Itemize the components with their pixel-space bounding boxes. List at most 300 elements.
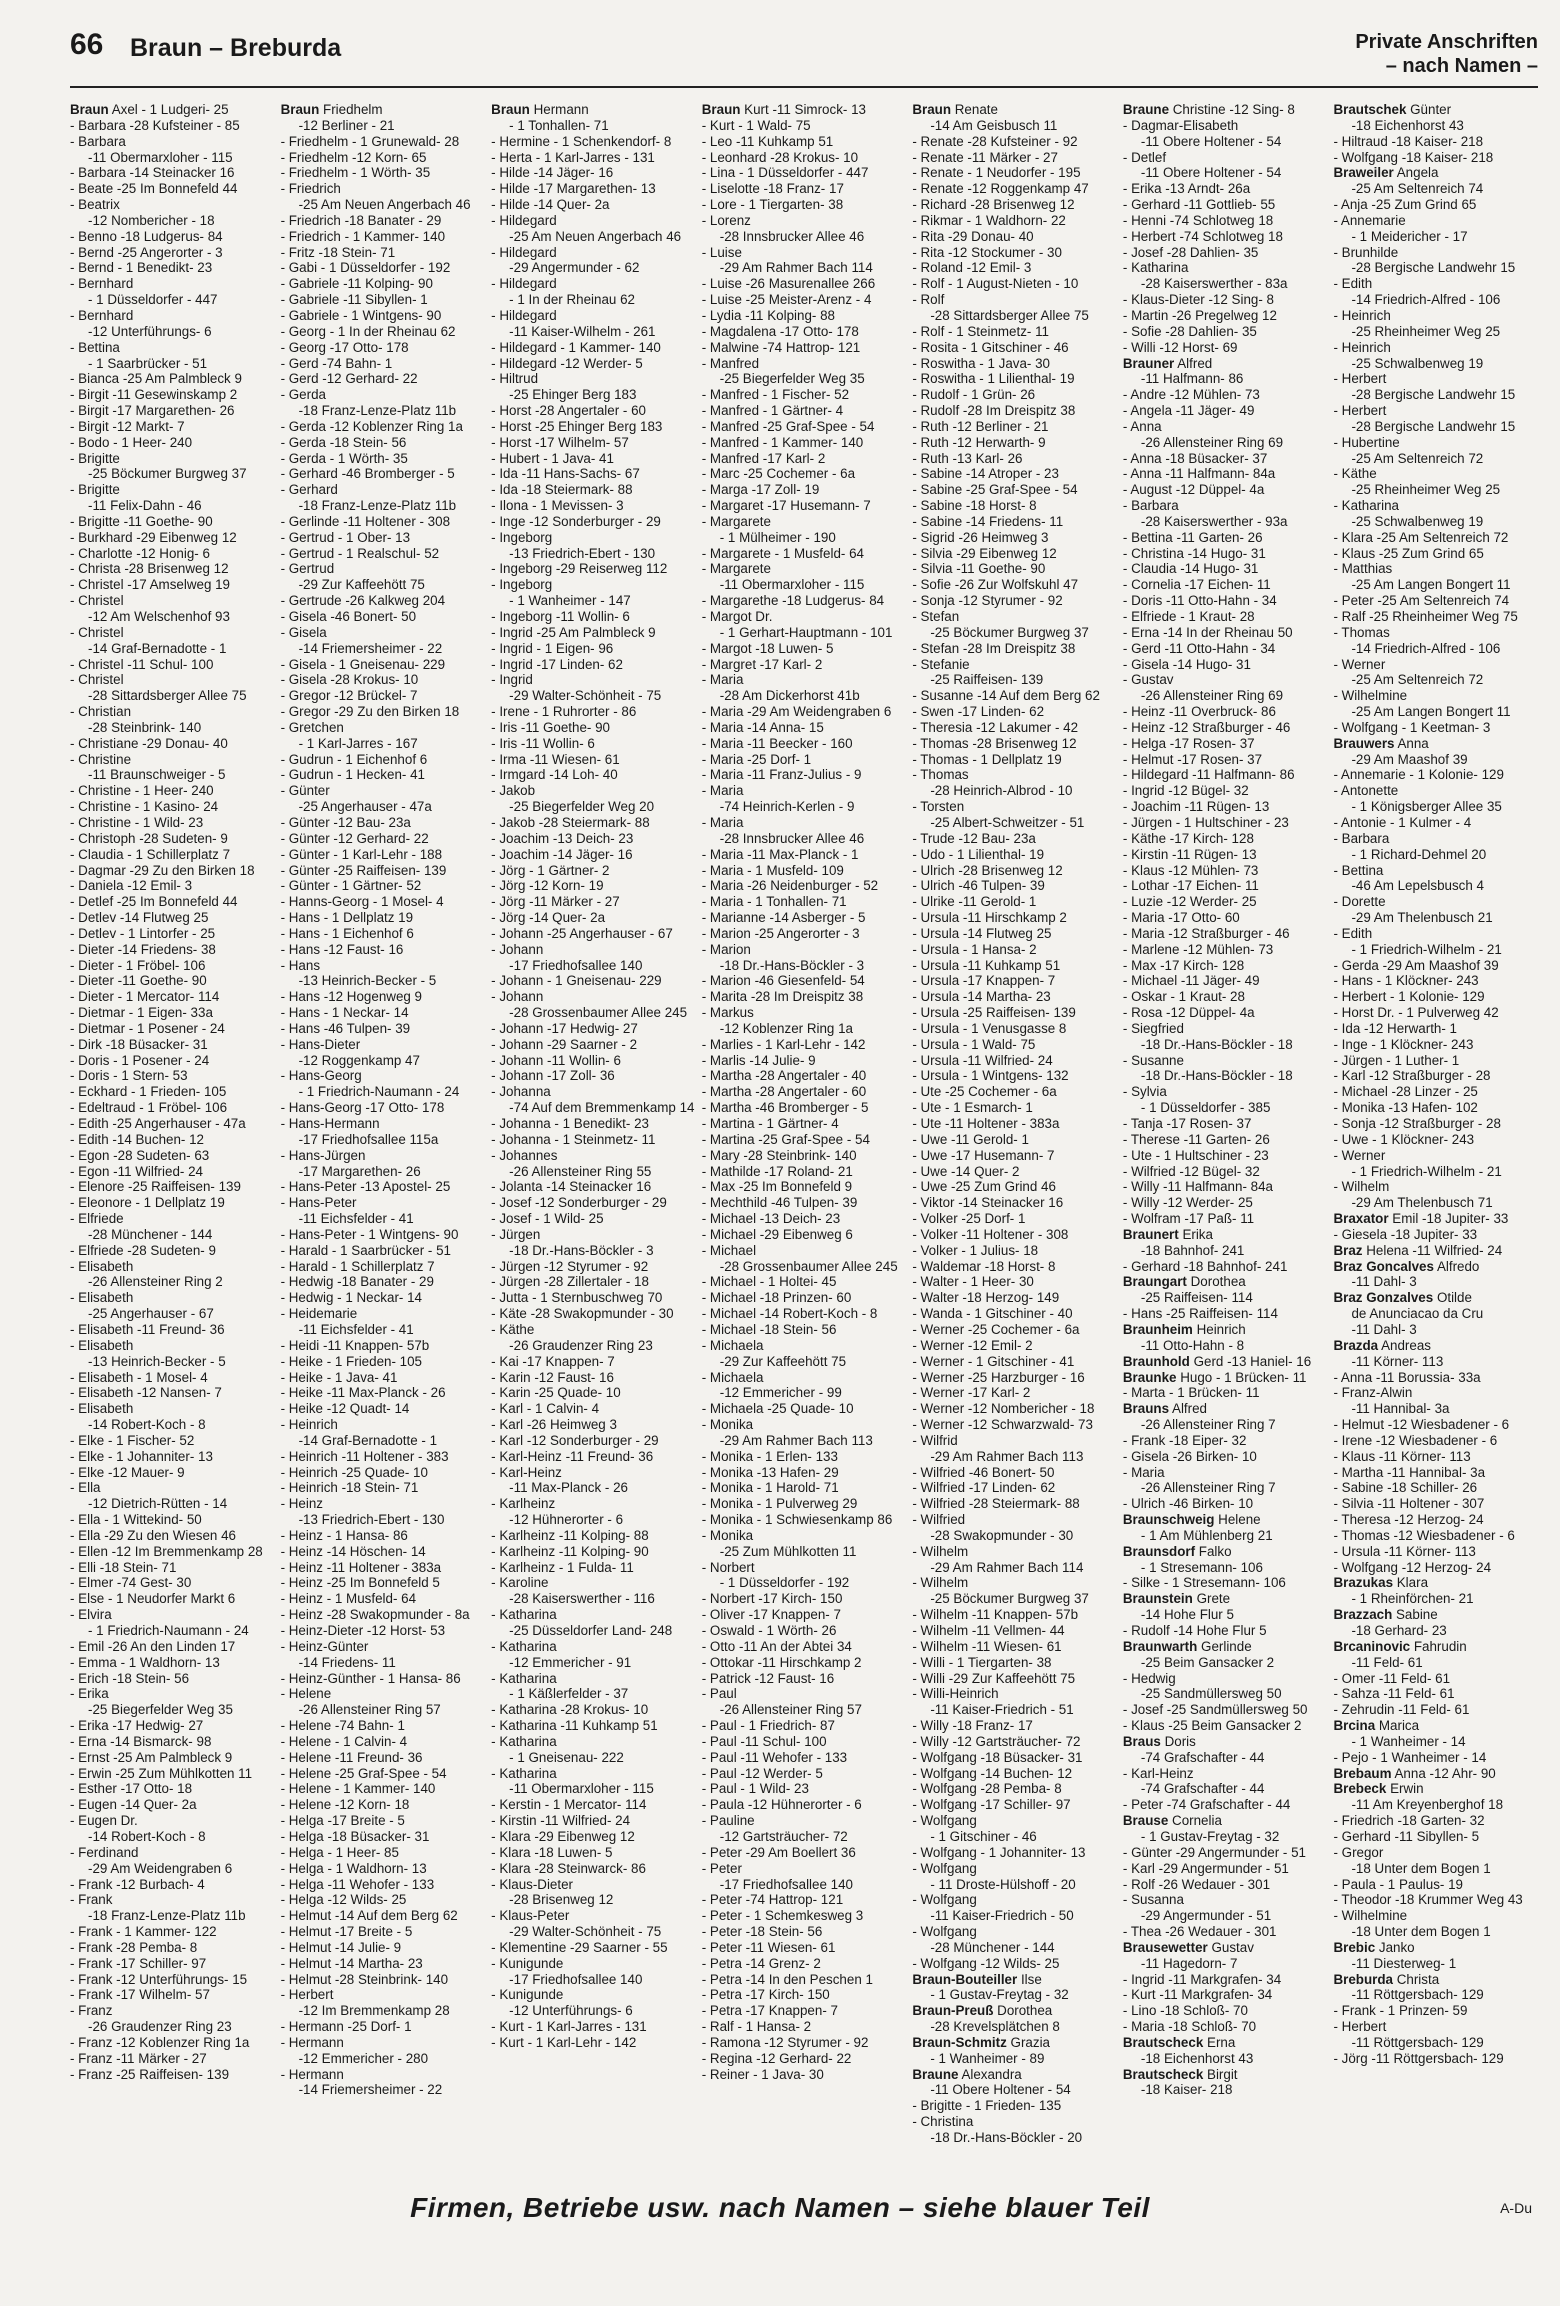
- directory-entry: [912, 292, 1117, 308]
- directory-entry: [912, 1575, 1117, 1591]
- entry-text: - Rosa -12 Düppel- 4a: [1122, 1005, 1255, 1021]
- directory-entry: [702, 482, 907, 498]
- directory-entry: [702, 1781, 907, 1797]
- entry-text: - 1 Richard-Dehmel 20: [1351, 846, 1487, 862]
- directory-entry: [1333, 1575, 1538, 1591]
- directory-entry: [912, 2051, 1117, 2067]
- directory-entry: [702, 1084, 907, 1100]
- directory-entry: [281, 989, 486, 1005]
- directory-entry: [1123, 1306, 1328, 1322]
- entry-text: - Magdalena -17 Otto- 178: [701, 323, 859, 339]
- entry-text: - Bodo - 1 Heer- 240: [70, 434, 193, 450]
- entry-text: - Silvia -11 Goethe- 90: [912, 561, 1046, 577]
- directory-entry: [70, 973, 275, 989]
- directory-entry: [491, 894, 696, 910]
- directory-entry: [912, 482, 1117, 498]
- directory-entry: [1123, 435, 1328, 451]
- entry-text: - Wolfgang -12 Herzog- 24: [1333, 1559, 1492, 1575]
- directory-entry: [702, 197, 907, 213]
- entry-text: -29 Am Thelenbusch 71: [1351, 1195, 1493, 1211]
- directory-entry: [912, 1385, 1117, 1401]
- entry-text: - Gisela: [280, 624, 327, 640]
- entry-text: - Ralf -25 Rheinheimer Weg 75: [1333, 609, 1518, 624]
- entry-text: - Gudrun - 1 Eichenhof 6: [280, 751, 428, 767]
- directory-entry: [912, 245, 1117, 261]
- entry-text: - Christine: [70, 751, 132, 767]
- entry-text: -12 Berliner - 21: [298, 117, 395, 133]
- entry-text: - Frank -17 Schiller- 97: [70, 1955, 207, 1971]
- directory-entry: [1333, 625, 1538, 641]
- directory-entry: [1123, 1179, 1328, 1195]
- entry-text: - Günter: [280, 783, 330, 799]
- directory-entry: [281, 1655, 486, 1671]
- directory-entry: [702, 1417, 907, 1433]
- entry-text: - Elisabeth: [70, 1258, 134, 1274]
- directory-entry: [281, 1100, 486, 1116]
- surname: Brebic: [1333, 1939, 1376, 1955]
- entry-text: - 1 Düsseldorfer - 447: [88, 292, 218, 308]
- directory-entry: [1333, 2051, 1538, 2067]
- directory-entry: [702, 1750, 907, 1766]
- entry-text: - 1 Meidericher - 17: [1351, 228, 1468, 244]
- directory-entry: [1333, 530, 1538, 546]
- entry-text: - Hildegard - 1 Kammer- 140: [491, 339, 661, 355]
- directory-entry: [70, 514, 275, 530]
- directory-entry: [1333, 498, 1538, 514]
- entry-text: - Gerda -12 Koblenzer Ring 1a: [280, 418, 463, 434]
- entry-text: - Hildegard: [491, 307, 557, 323]
- entry-text: - Anna -11 Borussia- 33a: [1333, 1369, 1481, 1385]
- entry-text: - Ferdinand: [70, 1844, 139, 1860]
- directory-entry: [1123, 863, 1328, 879]
- entry-text: - Heinz -12 Straßburger - 46: [1122, 719, 1291, 735]
- directory-entry: [912, 1354, 1117, 1370]
- directory-entry: [912, 2114, 1117, 2130]
- directory-entry: [702, 1259, 907, 1275]
- entry-text: - Margarethe -18 Ludgerus- 84: [701, 593, 885, 609]
- entry-text: - Maria -14 Anna- 15: [701, 719, 824, 735]
- directory-entry: [1333, 1972, 1538, 1988]
- entry-text: - Barbara -28 Kufsteiner - 85: [70, 117, 240, 133]
- entry-text: - Karlheinz - 1 Fulda- 11: [491, 1559, 634, 1575]
- entry-text: - Theresia -12 Lakumer - 42: [912, 719, 1079, 735]
- entry-text: - Hans: [280, 957, 321, 973]
- directory-entry: [70, 1116, 275, 1132]
- directory-entry: [70, 1132, 275, 1148]
- directory-entry: [702, 720, 907, 736]
- directory-entry: [281, 102, 486, 118]
- directory-entry: [70, 1845, 275, 1861]
- entry-text: - Karlheinz -11 Kolping- 88: [491, 1527, 649, 1543]
- directory-entry: [912, 2019, 1117, 2035]
- entry-text: - Wilhelm -11 Vellmen- 44: [912, 1623, 1065, 1638]
- entry-text: - Sonja -12 Styrumer - 92: [912, 593, 1063, 609]
- entry-text: - Monika: [701, 1527, 754, 1543]
- directory-entry: [1333, 1544, 1538, 1560]
- directory-entry: [491, 1322, 696, 1338]
- entry-text: - Angela -11 Jäger- 49: [1122, 403, 1255, 419]
- directory-entry: [281, 704, 486, 720]
- directory-entry: [912, 625, 1117, 641]
- directory-entry: [281, 973, 486, 989]
- directory-entry: [281, 767, 486, 783]
- entry-text: - Friedrich - 1 Kammer- 140: [280, 228, 446, 244]
- entry-text: - Jürgen - 1 Hultschiner - 23: [1122, 814, 1289, 830]
- entry-text: Erwin: [1390, 1781, 1424, 1797]
- directory-entry: [912, 2003, 1117, 2019]
- directory-entry: [1333, 799, 1538, 815]
- entry-text: - 1 Stresemann- 106: [1140, 1559, 1263, 1575]
- directory-entry: [281, 894, 486, 910]
- directory-entry: [281, 292, 486, 308]
- entry-text: - Beatrix: [70, 197, 120, 213]
- entry-text: - Paul - 1 Friedrich- 87: [701, 1718, 835, 1734]
- entry-text: - Johann - 1 Gneisenau- 229: [491, 973, 662, 989]
- directory-entry: [491, 1623, 696, 1639]
- directory-entry: [491, 1274, 696, 1290]
- directory-entry: [491, 1385, 696, 1401]
- entry-text: Birgit: [1207, 2066, 1238, 2082]
- directory-entry: [912, 657, 1117, 673]
- entry-text: - Katharina: [491, 1733, 557, 1749]
- directory-entry: [912, 371, 1117, 387]
- directory-entry: [491, 783, 696, 799]
- directory-entry: [491, 1924, 696, 1940]
- entry-text: - Helene: [280, 1686, 332, 1702]
- directory-entry: [70, 1813, 275, 1829]
- directory-entry: [1333, 847, 1538, 863]
- directory-entry: [281, 577, 486, 593]
- entry-text: - Jörg - 1 Gärtner- 2: [491, 862, 610, 878]
- entry-text: - Günter -29 Angermunder - 51: [1122, 1844, 1306, 1860]
- directory-entry: [1123, 704, 1328, 720]
- directory-entry: [1333, 1306, 1538, 1322]
- entry-text: - Torsten: [912, 799, 965, 815]
- directory-entry: [281, 1179, 486, 1195]
- entry-text: - Gerhard -11 Sibyllen- 5: [1333, 1828, 1480, 1844]
- entry-text: - Gustav: [1122, 672, 1174, 688]
- directory-entry: [1123, 150, 1328, 166]
- directory-entry: [281, 1322, 486, 1338]
- entry-text: -18 Kaiser- 218: [1140, 2082, 1233, 2098]
- entry-text: - Mathilde -17 Roland- 21: [701, 1163, 853, 1179]
- entry-text: - Jürgen -12 Styrumer - 92: [491, 1258, 649, 1274]
- entry-text: - Kirstin -11 Wilfried- 24: [491, 1813, 631, 1829]
- directory-entry: [1333, 1338, 1538, 1354]
- directory-entry: [491, 926, 696, 942]
- directory-entry: [281, 1734, 486, 1750]
- entry-text: - Erika -13 Arndt- 26a: [1122, 181, 1251, 197]
- directory-entry: [491, 435, 696, 451]
- directory-entry: [702, 1401, 907, 1417]
- directory-entry: [70, 1686, 275, 1702]
- directory-entry: [702, 546, 907, 562]
- entry-text: Klara: [1396, 1575, 1429, 1591]
- entry-text: - Barbara: [1333, 830, 1390, 846]
- entry-text: -25 Biegerfelder Weg 35: [719, 371, 865, 387]
- directory-entry: [491, 1781, 696, 1797]
- entry-text: - Fritz -18 Stein- 71: [280, 244, 396, 260]
- directory-entry: [491, 451, 696, 467]
- entry-text: - 1 Friedrich-Naumann - 24: [88, 1623, 249, 1638]
- directory-entry: [1333, 324, 1538, 340]
- directory-entry: [912, 593, 1117, 609]
- entry-text: - Brigitte: [70, 450, 120, 466]
- directory-entry: [491, 530, 696, 546]
- directory-entry: [1123, 1037, 1328, 1053]
- entry-text: - Katharina: [1122, 260, 1189, 276]
- directory-entry: [1123, 1243, 1328, 1259]
- entry-text: - Matthias: [1333, 561, 1393, 577]
- directory-entry: [491, 1702, 696, 1718]
- entry-text: - Maria: [701, 672, 744, 688]
- directory-entry: [70, 371, 275, 387]
- entry-text: -12 Hühnerorter - 6: [509, 1512, 624, 1528]
- entry-text: - Klara -29 Eibenweg 12: [491, 1828, 635, 1844]
- directory-entry: [1333, 1877, 1538, 1893]
- directory-entry: [281, 863, 486, 879]
- directory-entry: [1333, 1718, 1538, 1734]
- directory-entry: [1123, 1877, 1328, 1893]
- entry-text: - Gerd -11 Otto-Hahn - 34: [1122, 640, 1276, 656]
- directory-entry: [281, 1797, 486, 1813]
- directory-entry: [1123, 530, 1328, 546]
- directory-entry: [1333, 213, 1538, 229]
- entry-text: - Kurt -11 Markgrafen- 34: [1122, 1987, 1273, 2003]
- directory-entry: [912, 1116, 1117, 1132]
- entry-text: -13 Friedrich-Ebert - 130: [509, 545, 656, 561]
- directory-entry: [491, 1607, 696, 1623]
- entry-text: - Elli -18 Stein- 71: [70, 1559, 177, 1575]
- directory-entry: [912, 799, 1117, 815]
- entry-text: - Katharina -28 Krokus- 10: [491, 1702, 649, 1718]
- entry-text: - Günter -25 Raiffeisen- 139: [280, 862, 447, 878]
- entry-text: - Werner -12 Emil- 2: [912, 1337, 1033, 1353]
- entry-text: - Rolf: [912, 292, 945, 308]
- directory-entry: [70, 530, 275, 546]
- directory-entry: [912, 1781, 1117, 1797]
- entry-text: - Marc -25 Cochemer - 6a: [701, 466, 856, 482]
- entry-text: -28 Krevelsplätchen 8: [930, 2019, 1060, 2035]
- entry-text: - Waldemar -18 Horst- 8: [912, 1258, 1056, 1274]
- entry-text: - Elvira: [70, 1607, 112, 1623]
- entry-text: Alfred: [1177, 355, 1213, 371]
- directory-entry: [912, 213, 1117, 229]
- directory-entry: [491, 1877, 696, 1893]
- directory-entry: [70, 1544, 275, 1560]
- directory-entry: [702, 1195, 907, 1211]
- directory-entry: [281, 482, 486, 498]
- entry-text: - Wolfgang: [912, 1813, 977, 1829]
- directory-entry: [1333, 1053, 1538, 1069]
- entry-text: - 1 Wanheimer - 89: [930, 2050, 1045, 2066]
- entry-text: - Klaus -11 Körner- 113: [1333, 1448, 1471, 1464]
- entry-text: -18 Franz-Lenze-Platz 11b: [88, 1908, 246, 1924]
- directory-entry: [281, 1528, 486, 1544]
- directory-entry: [912, 1972, 1117, 1988]
- directory-entry: [1123, 1734, 1328, 1750]
- entry-text: -11 Am Kreyenberghof 18: [1351, 1797, 1504, 1813]
- entry-text: - Maria -18 Schloß- 70: [1122, 2019, 1257, 2035]
- entry-text: -29 Am Rahmer Bach 114: [719, 260, 873, 276]
- directory-entry: [70, 1512, 275, 1528]
- directory-entry: [1123, 688, 1328, 704]
- directory-entry: [702, 356, 907, 372]
- entry-text: - Hans -25 Raiffeisen- 114: [1122, 1306, 1278, 1322]
- entry-text: - Luise: [701, 244, 742, 260]
- entry-text: - 1 Am Mühlenberg 21: [1140, 1527, 1273, 1543]
- directory-entry: [1333, 308, 1538, 324]
- directory-entry: [1123, 1449, 1328, 1465]
- directory-entry: [281, 514, 486, 530]
- directory-entry: [491, 1797, 696, 1813]
- surname: Braun: [912, 102, 952, 117]
- entry-text: - Marlis -14 Julie- 9: [701, 1052, 816, 1068]
- directory-entry: [912, 1068, 1117, 1084]
- directory-entry: [491, 308, 696, 324]
- directory-entry: [702, 1924, 907, 1940]
- directory-entry: [912, 1956, 1117, 1972]
- directory-entry: [912, 1417, 1117, 1433]
- entry-text: -11 Dahl- 3: [1351, 1274, 1417, 1290]
- entry-text: - Maria -12 Straßburger - 46: [1122, 925, 1290, 941]
- directory-entry: [702, 878, 907, 894]
- directory-entry: [702, 181, 907, 197]
- directory-entry: [491, 2019, 696, 2035]
- directory-entry: [281, 783, 486, 799]
- entry-text: - Maria: [701, 783, 744, 799]
- entry-text: - Hans - 1 Dellplatz 19: [280, 910, 414, 926]
- entry-text: - Bianca -25 Am Palmbleck 9: [70, 371, 242, 387]
- entry-text: - Margarete: [701, 561, 771, 577]
- entry-text: - Lydia -11 Kolping- 88: [701, 307, 835, 323]
- directory-entry: [1123, 1433, 1328, 1449]
- directory-entry: [1123, 1845, 1328, 1861]
- directory-entry: [912, 1433, 1117, 1449]
- entry-text: - Brunhilde: [1333, 244, 1399, 260]
- directory-entry: [491, 356, 696, 372]
- entry-text: -28 Grossenbaumer Allee 245: [719, 1258, 898, 1274]
- directory-entry: [281, 910, 486, 926]
- directory-entry: [281, 1148, 486, 1164]
- entry-text: - Frank - 1 Kammer- 122: [70, 1924, 217, 1940]
- directory-entry: [702, 1575, 907, 1591]
- directory-entry: [281, 2067, 486, 2083]
- entry-text: - Barbara: [70, 133, 126, 149]
- entry-text: - Marion -25 Angerorter - 3: [701, 925, 860, 941]
- directory-entry: [491, 482, 696, 498]
- entry-text: - Werner -12 Schwarzwald- 73: [912, 1417, 1093, 1433]
- entry-text: - Horst Dr. - 1 Pulverweg 42: [1333, 1005, 1499, 1021]
- directory-entry: [281, 1718, 486, 1734]
- entry-text: - Detlev - 1 Lintorfer - 25: [70, 925, 216, 941]
- directory-entry: [1123, 292, 1328, 308]
- directory-entry: [1123, 1259, 1328, 1275]
- entry-text: - Klaus -25 Zum Grind 65: [1333, 545, 1484, 561]
- directory-entry: [1123, 942, 1328, 958]
- directory-entry: [70, 324, 275, 340]
- entry-text: - Wilhelmine: [1333, 1908, 1408, 1924]
- directory-entry: [1333, 609, 1538, 625]
- directory-entry: [702, 1718, 907, 1734]
- entry-text: - Ulrike -11 Gerold- 1: [912, 894, 1037, 910]
- entry-text: - Frank - 1 Prinzen- 59: [1333, 2003, 1468, 2019]
- directory-entry: [70, 229, 275, 245]
- entry-text: -12 Unterführungs- 6: [509, 2003, 633, 2019]
- entry-text: - Elisabeth: [70, 1401, 134, 1417]
- directory-entry: [1333, 1671, 1538, 1687]
- directory-columns: [70, 102, 1538, 2186]
- entry-text: - Silvia -29 Eibenweg 12: [912, 545, 1057, 561]
- directory-entry: [702, 688, 907, 704]
- entry-text: Anna: [1397, 735, 1429, 751]
- directory-entry: [1123, 340, 1328, 356]
- entry-text: - Herbert - 1 Kolonie- 129: [1333, 989, 1485, 1005]
- entry-text: Christine -12 Sing- 8: [1172, 102, 1295, 117]
- directory-entry: [281, 688, 486, 704]
- directory-entry: [1123, 1560, 1328, 1576]
- entry-text: - Wilfried -17 Linden- 62: [912, 1480, 1056, 1496]
- directory-entry: [281, 1401, 486, 1417]
- entry-text: -26 Allensteiner Ring 69: [1140, 434, 1284, 450]
- entry-text: - Ulrich -46 Tulpen- 39: [912, 878, 1045, 894]
- directory-entry: [1333, 1813, 1538, 1829]
- entry-text: -25 Schwalbenweg 19: [1351, 355, 1484, 371]
- directory-entry: [1123, 815, 1328, 831]
- directory-entry: [1333, 1956, 1538, 1972]
- directory-entry: [1123, 1972, 1328, 1988]
- directory-entry: [912, 1496, 1117, 1512]
- entry-text: Alfredo: [1436, 1258, 1480, 1274]
- entry-text: - Gerda -18 Stein- 56: [280, 434, 407, 450]
- page-title: Braun – Breburda: [130, 34, 342, 62]
- entry-text: - Johann -17 Hedwig- 27: [491, 1020, 638, 1036]
- directory-entry: [281, 1084, 486, 1100]
- directory-entry: [702, 767, 907, 783]
- entry-text: - Ida -12 Herwarth- 1: [1333, 1020, 1458, 1036]
- directory-entry: [281, 466, 486, 482]
- entry-text: - Inge -12 Sonderburger - 29: [491, 513, 661, 529]
- directory-entry: [1123, 641, 1328, 657]
- directory-entry: [702, 910, 907, 926]
- directory-entry: [1123, 1132, 1328, 1148]
- entry-text: - Esther -17 Otto- 18: [70, 1781, 193, 1797]
- entry-text: - Gerd -74 Bahn- 1: [280, 355, 393, 371]
- entry-text: - 1 Friedrich-Wilhelm - 21: [1351, 1163, 1502, 1179]
- directory-entry: [1123, 1021, 1328, 1037]
- entry-text: - Klaus-Dieter: [491, 1876, 574, 1892]
- directory-entry: [70, 1449, 275, 1465]
- entry-text: - Wilfried -28 Steiermark- 88: [912, 1496, 1080, 1512]
- entry-text: - Willi -29 Zur Kaffeehött 75: [912, 1670, 1076, 1686]
- directory-entry: [1123, 894, 1328, 910]
- surname: Braweiler: [1333, 165, 1394, 181]
- entry-text: - Edeltraud - 1 Fröbel- 106: [70, 1100, 228, 1116]
- entry-text: - Hanns-Georg - 1 Mosel- 4: [280, 894, 444, 910]
- entry-text: - Hans - 1 Eichenhof 6: [280, 925, 414, 941]
- directory-entry: [491, 1053, 696, 1069]
- directory-entry: [491, 1718, 696, 1734]
- directory-entry: [912, 1655, 1117, 1671]
- directory-entry: [70, 2035, 275, 2051]
- directory-entry: [1123, 973, 1328, 989]
- entry-text: - Uwe -25 Zum Grind 46: [912, 1179, 1056, 1195]
- entry-text: Erna: [1207, 2034, 1236, 2050]
- directory-entry: [1333, 197, 1538, 213]
- entry-text: - Helga -17 Breite - 5: [280, 1813, 405, 1829]
- entry-text: - Johanna - 1 Steinmetz- 11: [491, 1131, 656, 1147]
- entry-text: - 1 Gustav-Freytag - 32: [930, 1987, 1069, 2003]
